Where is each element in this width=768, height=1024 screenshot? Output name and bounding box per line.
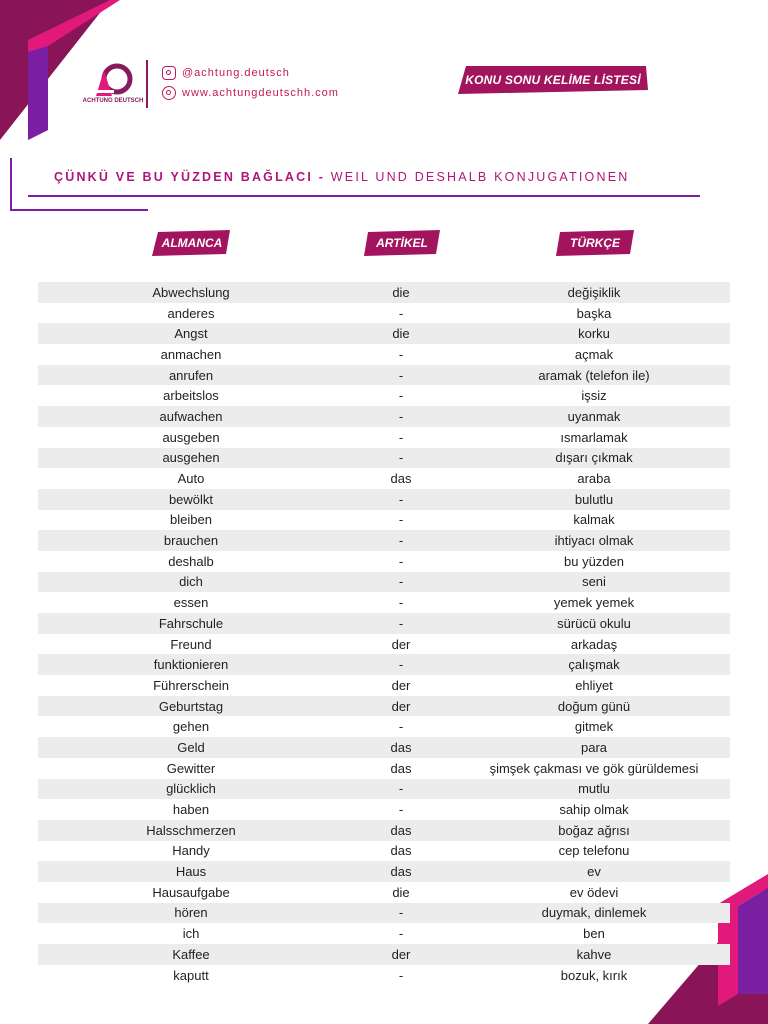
german-word: haben [172,802,210,818]
turkish-word: işsiz [581,388,607,404]
german-word: anrufen [168,367,214,383]
turkish-word: sürücü okulu [557,615,631,631]
article: das [390,822,412,838]
table-row [38,861,730,882]
article: der [391,636,411,652]
turkish-word: sahip olmak [559,802,629,818]
turkish-word: kalmak [573,512,615,528]
table-row [38,551,730,572]
table-row [38,758,730,779]
instagram-icon [162,66,176,80]
title-frame-left [10,158,12,210]
article: - [398,429,404,445]
table-row [38,820,730,841]
article: - [398,719,404,735]
article: - [398,926,404,942]
turkish-word: başka [576,305,612,321]
instagram-handle: @achtung.deutsch [182,67,290,79]
german-word: Geburtstag [158,698,224,714]
german-word: kaputt [173,967,209,983]
turkish-word: arkadaş [570,636,618,652]
german-word: bewölkt [168,491,214,507]
article: die [392,884,410,900]
table-row [38,903,730,924]
german-word: glücklich [166,781,216,797]
title-german: WEIL UND DESHALB KONJUGATIONEN [330,170,630,184]
article: - [398,305,404,321]
german-word: essen [173,595,209,611]
article: die [392,284,410,300]
article: der [391,698,411,714]
table-row [38,841,730,862]
table-row [38,510,730,531]
turkish-word: aramak (telefon ile) [538,367,650,383]
globe-icon [162,86,176,100]
table-row [38,882,730,903]
turkish-word: araba [577,471,611,487]
table-row [38,696,730,717]
turkish-word: dışarı çıkmak [555,450,633,466]
table-row [38,427,730,448]
german-word: ich [182,926,200,942]
table-row [38,365,730,386]
table-row [38,634,730,655]
turkish-word: cep telefonu [558,843,630,859]
turkish-word: kahve [576,946,612,962]
turkish-word: para [580,739,608,755]
turkish-word: yemek yemek [553,595,635,611]
turkish-word: bozuk, kırık [560,967,628,983]
article: - [398,905,404,921]
table-row [38,675,730,696]
table-row [38,303,730,324]
table-row [38,530,730,551]
article: - [398,574,404,590]
german-word: Angst [174,326,208,342]
turkish-word: korku [578,326,610,342]
title-frame-bottom [10,209,148,211]
german-word: Abwechslung [152,284,230,300]
table-row [38,613,730,634]
article: - [398,450,404,466]
turkish-word: uyanmak [567,408,621,424]
german-word: Haus [175,864,207,880]
article: das [390,760,412,776]
title-underline [28,195,700,197]
german-word: Führerschein [153,677,229,693]
turkish-word: ısmarlamak [560,429,628,445]
turkish-word: açmak [574,346,614,362]
article: - [398,781,404,797]
german-word: Hausaufgabe [152,884,230,900]
article: das [390,471,412,487]
article: - [398,615,404,631]
article: - [398,388,404,404]
german-word: Geld [177,739,205,755]
turkish-word: ben [583,926,605,942]
article: der [391,946,411,962]
german-word: Kaffee [172,946,210,962]
article: die [392,326,410,342]
turkish-word: şimşek çakması ve gök gürüldemesi [489,760,699,776]
table-row [38,406,730,427]
german-word: arbeitslos [163,388,219,404]
page-title [54,170,714,184]
turkish-word: bu yüzden [564,553,624,569]
german-word: ausgeben [162,429,220,445]
turkish-word: doğum günü [557,698,631,714]
turkish-word: ev [587,864,601,880]
table-row [38,592,730,613]
table-row [38,282,730,303]
turkish-word: boğaz ağrısı [558,822,630,838]
german-word: gehen [172,719,210,735]
article: - [398,367,404,383]
article: - [398,533,404,549]
german-word: anderes [167,305,215,321]
article: der [391,677,411,693]
article: - [398,802,404,818]
turkish-word: ehliyet [575,677,613,693]
table-row [38,489,730,510]
article: - [398,553,404,569]
turkish-word: değişiklik [567,284,621,300]
table-row [38,323,730,344]
website-link[interactable] [162,85,339,101]
word-list-badge [458,66,648,94]
article: das [390,739,412,755]
german-word: Fahrschule [158,615,224,631]
turkish-word: bulutlu [574,491,614,507]
table-row [38,923,730,944]
german-word: Gewitter [166,760,216,776]
table-row [38,965,730,986]
german-word: ausgehen [162,450,220,466]
german-word: Handy [172,843,210,859]
german-word: Halsschmerzen [146,822,236,838]
title-turkish: ÇÜNKÜ VE BU YÜZDEN BAĞLACI - [54,170,331,184]
table-row [38,779,730,800]
german-word: Auto [177,471,205,487]
article: - [398,512,404,528]
table-row [38,654,730,675]
german-word: funktionieren [153,657,229,673]
article: - [398,408,404,424]
column-header-artikel: ARTİKEL [364,230,440,256]
german-word: hören [174,905,208,921]
german-word: bleiben [170,512,212,528]
column-header-turkce: TÜRKÇE [556,230,634,256]
table-row [38,448,730,469]
table-row [38,385,730,406]
table-row [38,716,730,737]
turkish-word: duymak, dinlemek [541,905,647,921]
article: das [390,843,412,859]
german-word: Freund [170,636,212,652]
turkish-word: gitmek [574,719,614,735]
german-word: aufwachen [159,408,223,424]
table-row [38,799,730,820]
article: das [390,864,412,880]
table-row [38,737,730,758]
turkish-word: mutlu [578,781,610,797]
turkish-word: ihtiyacı olmak [554,533,634,549]
table-row [38,344,730,365]
german-word: deshalb [168,553,214,569]
turkish-word: çalışmak [568,657,620,673]
turkish-word: ev ödevi [569,884,619,900]
article: - [398,967,404,983]
german-word: anmachen [160,346,222,362]
table-row [38,944,730,965]
header-divider [146,60,148,108]
turkish-word: seni [582,574,606,590]
badge-label: KONU SONU KELİME LİSTESİ [465,73,641,87]
instagram-link[interactable] [162,65,290,81]
article: - [398,657,404,673]
article: - [398,346,404,362]
article: - [398,595,404,611]
website-url: www.achtungdeutschh.com [182,87,339,99]
table-row [38,468,730,489]
article: - [398,491,404,507]
vocabulary-table [38,282,730,985]
german-word: dich [179,574,203,590]
german-word: brauchen [163,533,219,549]
logo-caption: ACHTUNG DEUTSCH [82,98,144,104]
column-header-almanca: ALMANCA [152,230,232,256]
table-row [38,572,730,593]
